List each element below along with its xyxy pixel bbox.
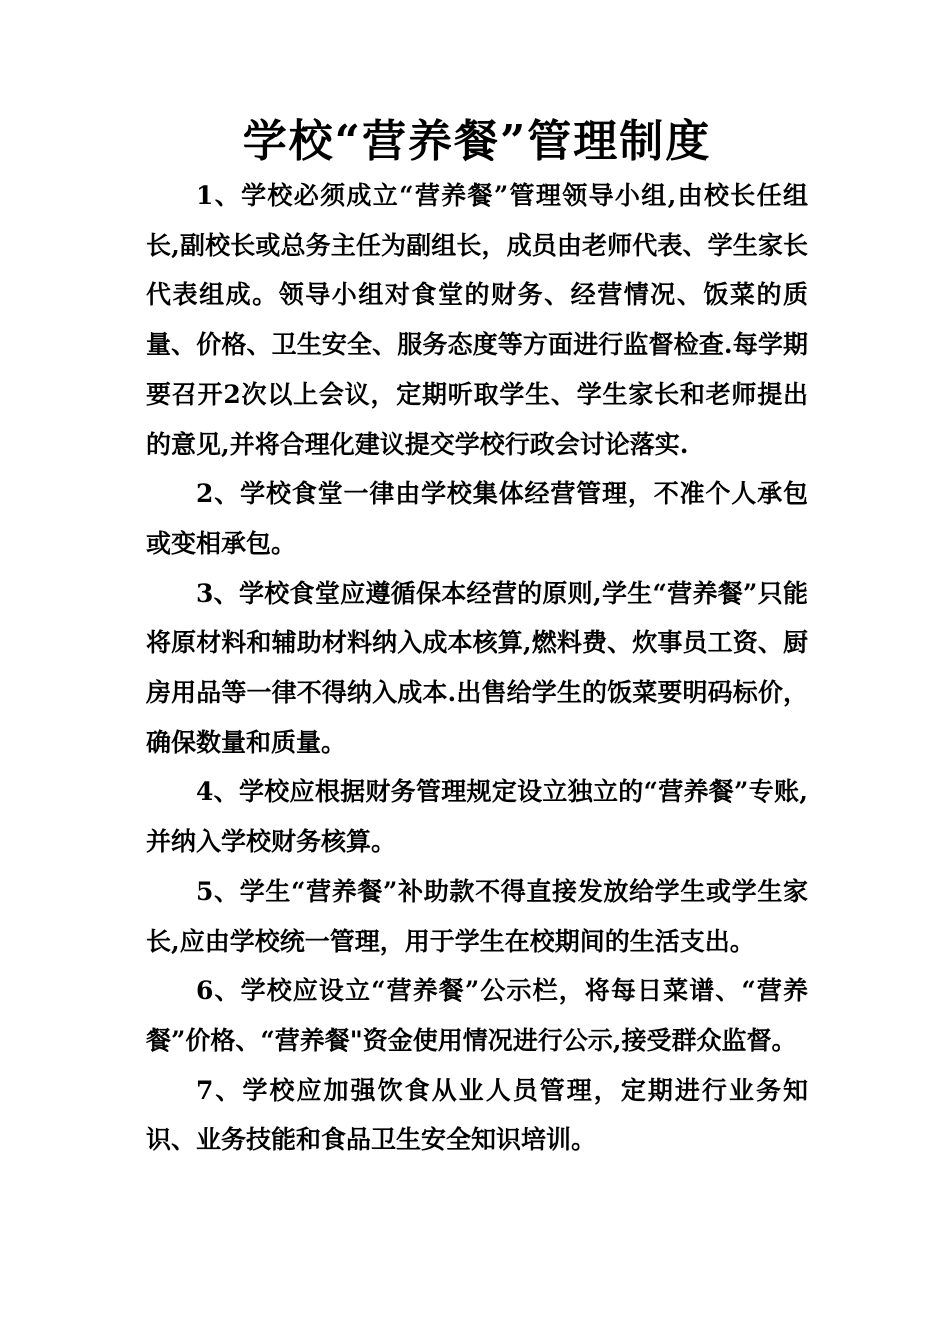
paragraph-2: 2、学校食堂一律由学校集体经营管理，不准个人承包或变相承包。: [146, 479, 808, 558]
document-page: [146, 112, 808, 1165]
paragraph-1: 1、学校必须成立“营养餐”管理领导小组,由校长任组长,副校长或总务主任为副组长，成员由老师代表、学生家长代表组成。领导小组对食堂的财务、经营情况、饭菜的质量、价格、卫生安全、服务态度等方面进行监督检查.每学期要召开2次以上会议，定期听取学生、学生家长和老师提出的意见,并将合理化建议提交学校行政会讨论落实.: [146, 181, 808, 459]
paragraph-4: 4、学校应根据财务管理规定设立独立的“营养餐”专账,并纳入学校财务核算。: [146, 777, 808, 857]
paragraph-6: 6、学校应设立“营养餐”公示栏，将每日菜谱、“营养餐”价格、“营养餐"资金使用情况进行公示,接受群众监督。: [146, 976, 808, 1055]
paragraph-5: 5、学生“营养餐”补助款不得直接发放给学生或学生家长,应由学校统一管理，用于学生在校期间的生活支出。: [146, 876, 808, 956]
paragraph-3: 3、学校食堂应遵循保本经营的原则,学生“营养餐”只能将原材料和辅助材料纳入成本核算,燃料费、炊事员工资、厨房用品等一律不得纳入成本.出售给学生的饭菜要明码标价，确保数量和质量。: [146, 578, 808, 757]
paragraph-7: 7、学校应加强饮食从业人员管理，定期进行业务知识、业务技能和食品卫生安全知识培训。: [146, 1075, 808, 1155]
document-title: 学校“营养餐”管理制度: [242, 116, 712, 167]
